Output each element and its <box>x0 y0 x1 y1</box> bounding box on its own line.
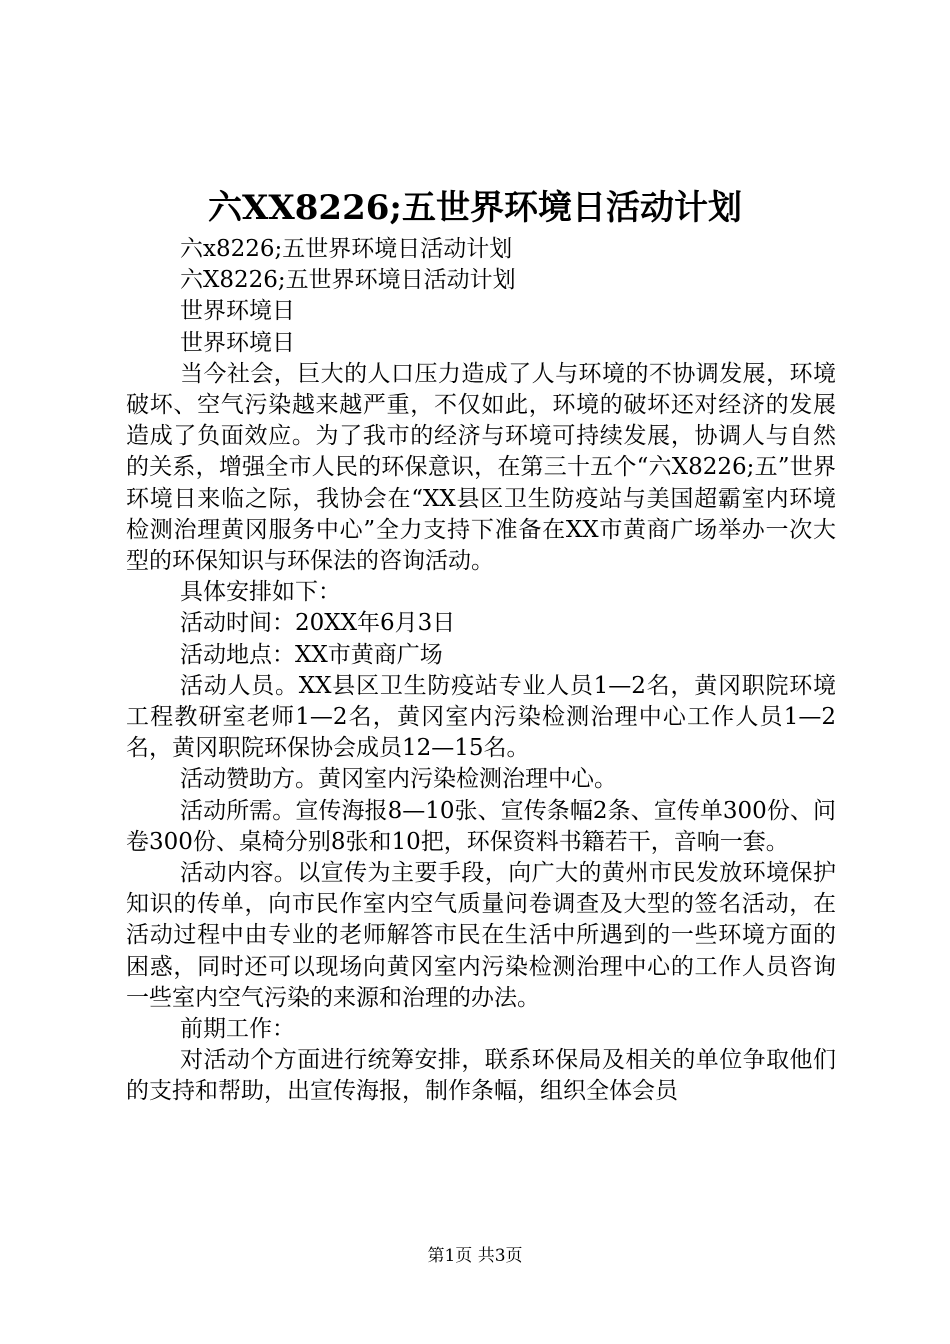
paragraph-12: 活动内容。以宣传为主要手段，向广大的黄州市民发放环境保护知识的传单，向市民作室内空气质量问卷调查及大型的签名活动，在活动过程中由专业的老师解答市民在生活中所遇到的一些环境方面的困惑，同时还可以现场向黄冈室内污染检测治理中心的工作人员咨询一些室内空气污染的来源和治理的办法。 <box>126 860 836 1011</box>
page-indicator: 第1页 共3页 <box>427 1246 523 1266</box>
paragraph-3: 世界环境日 <box>180 298 295 325</box>
paragraph-7: 活动时间：20XX年6月3日 <box>180 610 456 637</box>
document-title: 六XX8226;五世界环境日活动计划 <box>208 188 742 228</box>
paragraph-5: 当今社会，巨大的人口压力造成了人与环境的不协调发展，环境破坏、空气污染越来越严重，不仅如此，环境的破坏还对经济的发展造成了负面效应。为了我市的经济与环境可持续发展，协调人与自然的关系，增强全市人民的环保意识，在第三十五个“六X8226;五”世界环境日来临之际，我协会在“XX县区卫生防疫站与美国超霸室内环境检测治理黄冈服务中心”全力支持下准备在XX市黄商广场举办一次大型的环保知识与环保法的咨询活动。 <box>126 360 836 575</box>
paragraph-13: 前期工作： <box>180 1016 295 1043</box>
paragraph-2: 六X8226;五世界环境日活动计划 <box>180 267 516 294</box>
paragraph-9: 活动人员。XX县区卫生防疫站专业人员1—2名，黄冈职院环境工程教研室老师1—2名，黄冈室内污染检测治理中心工作人员1—2名，黄冈职院环保协会成员12—15名。 <box>126 672 836 762</box>
paragraph-8: 活动地点：XX市黄商广场 <box>180 641 443 668</box>
document-body <box>126 234 836 1108</box>
paragraph-1: 六x8226;五世界环境日活动计划 <box>180 236 513 262</box>
paragraph-11: 活动所需。宣传海报8—10张、宣传条幅2条、宣传单300份、问卷300份、桌椅分别8张和10把，环保资料书籍若干，音响一套。 <box>126 797 836 855</box>
paragraph-14: 对活动个方面进行统筹安排，联系环保局及相关的单位争取他们的支持和帮助，出宣传海报，制作条幅，组织全体会员 <box>126 1047 836 1105</box>
paragraph-10: 活动赞助方。黄冈室内污染检测治理中心。 <box>180 766 617 793</box>
paragraph-4: 世界环境日 <box>180 329 295 356</box>
paragraph-6: 具体安排如下： <box>180 579 341 606</box>
